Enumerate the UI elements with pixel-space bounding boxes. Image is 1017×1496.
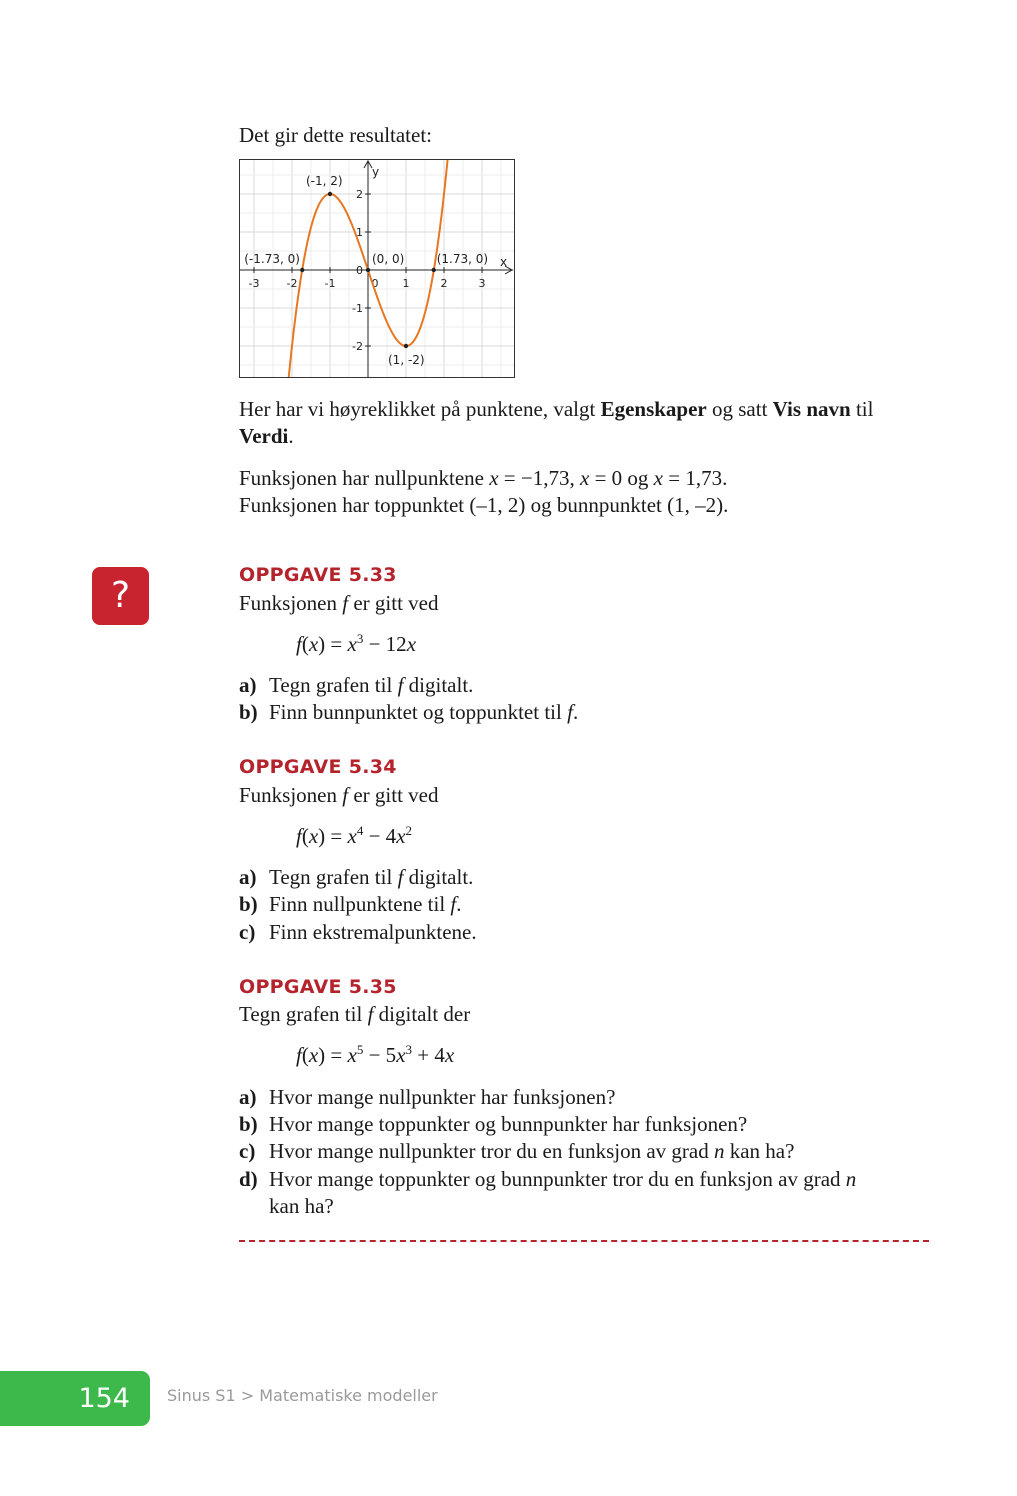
var-x: x — [308, 1043, 319, 1067]
term: − 12 — [363, 632, 407, 656]
var-x: x — [347, 824, 357, 848]
exercise-5-33-item-b — [239, 699, 578, 726]
var-x: x — [406, 632, 417, 656]
item-text: Hvor mange toppunkter og bunnpunkter har funksjonen? — [269, 1112, 748, 1136]
graph-figure — [239, 159, 515, 378]
exercise-5-34-heading: OPPGAVE 5.34 — [239, 756, 397, 778]
exponent: 3 — [405, 1042, 413, 1057]
var-f: f — [567, 700, 573, 724]
item-text: . — [572, 700, 579, 724]
item-text: Tegn grafen til — [269, 673, 398, 697]
intro-text: er gitt ved — [348, 783, 439, 807]
var-x: x — [489, 466, 499, 490]
results-text-b: = −1,73, — [498, 466, 580, 490]
intro-text: Tegn grafen til — [239, 1002, 368, 1026]
point-label: (0, 0) — [372, 252, 405, 266]
var-f: f — [296, 632, 302, 656]
equals: ) = — [318, 824, 348, 848]
x-tick-label: 1 — [402, 277, 410, 290]
item-label: c) — [239, 920, 256, 944]
paren: ( — [301, 824, 309, 848]
var-n: n — [713, 1139, 725, 1163]
x-tick-label: 3 — [478, 277, 486, 290]
item-text: kan ha? — [269, 1194, 334, 1218]
exponent: 2 — [405, 823, 413, 838]
exponent: 3 — [356, 631, 364, 646]
exercise-5-33-formula — [296, 631, 416, 658]
item-text: . — [456, 892, 462, 916]
y-tick-label: 1 — [356, 226, 363, 239]
exercise-5-35-formula — [296, 1042, 454, 1069]
var-x: x — [347, 632, 357, 656]
item-text: kan ha? — [724, 1139, 795, 1163]
section-divider — [239, 1240, 929, 1242]
item-text: digitalt. — [403, 865, 474, 889]
y-axis-label: y — [372, 165, 380, 179]
item-label: d) — [239, 1167, 258, 1191]
graph-point — [432, 268, 436, 272]
book-title: Sinus S1 — [167, 1386, 236, 1405]
x-tick-label: -1 — [324, 277, 336, 290]
var-x: x — [347, 1043, 357, 1067]
var-f: f — [367, 1002, 374, 1026]
chapter-title: Matematiske modeller — [259, 1386, 438, 1405]
exercise-5-35-item-b — [239, 1111, 747, 1138]
paren: ( — [301, 632, 309, 656]
exercise-5-35-item-d — [239, 1166, 929, 1220]
footer-breadcrumb — [167, 1386, 438, 1405]
paren: ( — [301, 1043, 309, 1067]
para1-bold-verdi: Verdi — [239, 424, 289, 448]
var-f: f — [296, 1043, 302, 1067]
exponent: 5 — [356, 1042, 364, 1057]
paragraph-properties — [239, 396, 939, 450]
exercise-5-33-item-a — [239, 672, 473, 699]
intro-text: Funksjonen — [239, 783, 343, 807]
item-label: b) — [239, 1112, 258, 1136]
exercise-5-33-heading: OPPGAVE 5.33 — [239, 564, 397, 586]
breadcrumb-separator: > — [240, 1386, 255, 1405]
point-label: (1, -2) — [388, 353, 425, 367]
intro-text: Funksjonen — [239, 591, 343, 615]
item-label: a) — [239, 673, 257, 697]
item-text: Finn nullpunktene til — [269, 892, 451, 916]
para1-bold-egenskaper: Egenskaper — [600, 397, 707, 421]
para1-text-c: og satt — [706, 397, 773, 421]
exercise-5-34-intro — [239, 782, 439, 809]
term: + 4 — [412, 1043, 445, 1067]
y-tick-label: 2 — [356, 188, 363, 201]
var-f: f — [397, 673, 404, 697]
var-x: x — [396, 824, 406, 848]
item-text: Finn bunnpunktet og toppunktet til — [269, 700, 568, 724]
graph-border — [240, 160, 515, 378]
y-tick-label: 0 — [356, 264, 363, 277]
exercise-5-35-item-a — [239, 1084, 615, 1111]
exercise-5-35-intro — [239, 1001, 470, 1028]
exercise-5-35-item-c — [239, 1138, 794, 1165]
item-text: Hvor mange toppunkter og bunnpunkter tror du en funksjon av grad — [269, 1167, 846, 1191]
intro-text: Det gir dette resultatet: — [239, 123, 433, 147]
item-label: a) — [239, 865, 257, 889]
exercise-5-34-item-c — [239, 919, 477, 946]
question-mark-icon: ? — [92, 567, 149, 625]
item-label: b) — [239, 892, 258, 916]
item-text: Hvor mange nullpunkter har funksjonen? — [269, 1085, 616, 1109]
equals: ) = — [318, 632, 348, 656]
y-tick-label: -1 — [352, 302, 363, 315]
var-x: x — [579, 466, 590, 490]
var-n: n — [845, 1167, 857, 1191]
para1-text-a: Her har vi høyreklikket på punktene, valgt — [239, 397, 601, 421]
exercise-5-34-formula — [296, 823, 412, 850]
para1-text-e: . — [288, 424, 294, 448]
results-text-c: = 0 og — [589, 466, 654, 490]
x-tick-label: 2 — [440, 277, 448, 290]
var-f: f — [342, 783, 349, 807]
page-number: 154 — [0, 1371, 150, 1426]
var-f: f — [342, 591, 349, 615]
item-text: Hvor mange nullpunkter tror du en funksjon av grad — [269, 1139, 714, 1163]
var-x: x — [308, 824, 319, 848]
var-f: f — [296, 824, 302, 848]
term: − 5 — [363, 1043, 397, 1067]
var-x: x — [396, 1043, 406, 1067]
x-tick-label: 0 — [371, 277, 379, 290]
intro-text: digitalt der — [373, 1002, 471, 1026]
graph-point — [300, 268, 304, 272]
results-text-a: Funksjonen har nullpunktene — [239, 466, 490, 490]
graph-point — [328, 192, 332, 196]
x-tick-label: -2 — [286, 277, 298, 290]
function-graph — [239, 159, 515, 378]
para1-text-d: til — [850, 397, 874, 421]
paragraph-results — [239, 465, 939, 519]
exercise-5-35-heading: OPPGAVE 5.35 — [239, 976, 397, 998]
exercise-5-33-intro — [239, 590, 439, 617]
results-line-1 — [239, 465, 939, 492]
var-x: x — [444, 1043, 455, 1067]
item-text: Finn ekstremalpunktene. — [269, 920, 477, 944]
graph-point — [366, 268, 370, 272]
item-text: Tegn grafen til — [269, 865, 398, 889]
y-tick-label: -2 — [352, 340, 363, 353]
exponent: 4 — [356, 823, 364, 838]
item-label: c) — [239, 1139, 256, 1163]
x-tick-label: -3 — [248, 277, 260, 290]
term: − 4 — [363, 824, 397, 848]
graph-point — [404, 344, 408, 348]
results-line-2: Funksjonen har toppunktet (–1, 2) og bunnpunktet (1, –2). — [239, 493, 729, 517]
item-label: a) — [239, 1085, 257, 1109]
x-axis-label: x — [500, 255, 508, 269]
intro-text: er gitt ved — [348, 591, 439, 615]
var-x: x — [308, 632, 319, 656]
var-f: f — [450, 892, 457, 916]
results-text-d: = 1,73. — [662, 466, 728, 490]
exercise-5-34-item-b — [239, 891, 462, 918]
exercise-5-34-item-a — [239, 864, 473, 891]
point-label: (-1, 2) — [306, 174, 343, 188]
item-label: b) — [239, 700, 258, 724]
item-text: digitalt. — [403, 673, 474, 697]
var-f: f — [397, 865, 404, 889]
para1-bold-vis-navn: Vis navn — [772, 397, 851, 421]
equals: ) = — [318, 1043, 348, 1067]
point-label: (-1.73, 0) — [244, 252, 300, 266]
var-x: x — [653, 466, 663, 490]
point-label: (1.73, 0) — [436, 252, 489, 266]
